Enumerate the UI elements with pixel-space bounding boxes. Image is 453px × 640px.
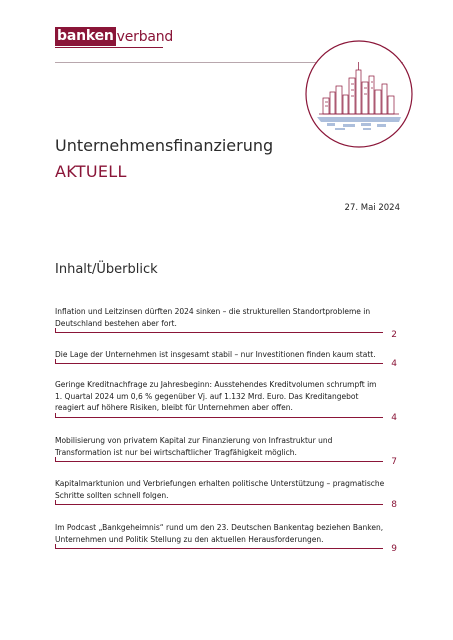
toc-item[interactable]: [55, 478, 403, 510]
toc-item-rule: [55, 548, 383, 549]
toc-item-rule: [55, 504, 383, 505]
toc-page-number: 7: [391, 457, 397, 467]
toc-item-rule: [55, 461, 383, 462]
toc-item-text: Im Podcast „Bankgeheimnis“ rund um den 23. Deutschen Bankentag beziehen Banken, Unternehmen und Politik Stellung zu den aktuellen Herausforderungen.: [55, 523, 384, 544]
toc-page-number: 8: [391, 500, 397, 510]
logo: [55, 24, 173, 46]
toc-item-text: Kapitalmarktunion und Verbriefungen erhalten politische Unterstützung – pragmatische Schritte sollten schnell folgen.: [55, 479, 385, 500]
toc-item[interactable]: [55, 379, 403, 423]
toc-page-number: 2: [391, 330, 397, 340]
frankfurt-skyline-icon: [303, 38, 415, 150]
toc-item[interactable]: [55, 435, 403, 467]
toc-page-number: 4: [391, 413, 397, 423]
toc-item-text: Mobilisierung von privatem Kapital zur Finanzierung von Infrastruktur und Transformation ist nur bei wirtschaftlicher Tragfähigkeit möglich.: [55, 436, 333, 457]
toc-item-text: Geringe Kreditnachfrage zu Jahresbeginn: Ausstehendes Kreditvolumen schrumpft im 1. Quartal 2024 um 0,6 % gegenüber Vj. auf 1.132 Mrd. Euro. Das Kreditangebot reagiert auf höhere Risiken, bleibt für Unternehmen aber offen.: [55, 380, 377, 412]
toc-page-number: 4: [391, 359, 397, 369]
logo-underline: [55, 47, 163, 48]
toc-item[interactable]: [55, 306, 403, 340]
toc-item-text: Die Lage der Unternehmen ist insgesamt stabil – nur Investitionen finden kaum statt.: [55, 350, 376, 359]
toc-item-rule: [55, 332, 383, 333]
toc-item-rule: [55, 417, 383, 418]
logo-wordmark: verband: [116, 29, 174, 45]
page-subtitle: AKTUELL: [55, 162, 127, 181]
overview-heading: Inhalt/Überblick: [55, 262, 158, 277]
toc-item[interactable]: [55, 349, 403, 369]
toc-page-number: 9: [391, 544, 397, 554]
logo-mark: banken: [57, 28, 114, 44]
publication-date: 27. Mai 2024: [344, 203, 400, 213]
page-title: Unternehmensfinanzierung: [55, 136, 274, 155]
toc-item[interactable]: [55, 522, 403, 554]
toc-item-rule: [55, 363, 383, 364]
toc-item-text: Inflation und Leitzinsen dürften 2024 sinken – die strukturellen Standortprobleme in Deutschland bestehen aber fort.: [55, 307, 371, 328]
